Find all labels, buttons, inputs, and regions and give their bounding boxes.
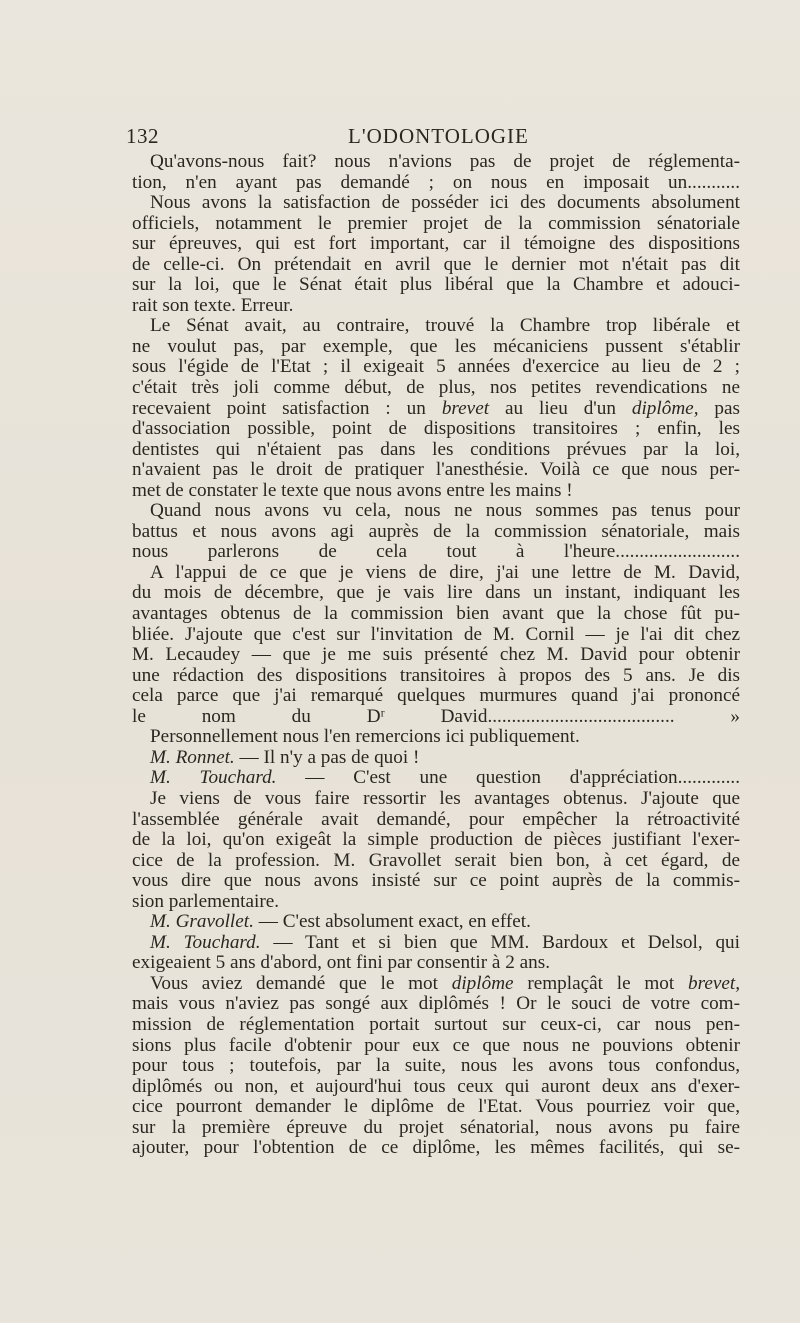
text-line bbox=[132, 316, 740, 337]
text-line bbox=[132, 789, 740, 810]
text-line bbox=[132, 666, 740, 687]
italic-text: M. Touchard. bbox=[150, 767, 277, 789]
text-segment: l'assemblée générale avait demandé, pour empêcher la rétroactivité bbox=[132, 808, 740, 830]
running-title: L'ODONTOLOGIE bbox=[348, 124, 529, 148]
text-line bbox=[132, 748, 740, 769]
text-segment: sur la loi, que le Sénat était plus libéral que la Chambre et adouci- bbox=[132, 274, 740, 296]
italic-text: diplôme bbox=[451, 972, 514, 994]
text-segment: dentistes qui n'étaient pas dans les conditions prévues par la loi, bbox=[132, 438, 740, 460]
text-segment: Le Sénat avait, au contraire, trouvé la Chambre trop libérale et bbox=[150, 315, 740, 337]
text-line bbox=[132, 337, 740, 358]
text-segment: Qu'avons-nous fait? nous n'avions pas de projet de réglementa- bbox=[150, 151, 740, 172]
text-line bbox=[132, 1097, 740, 1118]
text-line bbox=[132, 707, 740, 728]
text-line bbox=[132, 604, 740, 625]
text-line bbox=[132, 768, 740, 789]
text-segment: pas bbox=[698, 397, 741, 419]
text-line bbox=[132, 1077, 740, 1098]
text-segment: remplaçât le mot bbox=[513, 972, 688, 994]
page-number: 132 bbox=[126, 124, 159, 148]
text-line bbox=[132, 234, 740, 255]
text-line bbox=[132, 625, 740, 646]
text-segment: diplômés ou non, et aujourd'hui tous ceux qui auront deux ans d'exer- bbox=[132, 1075, 740, 1097]
text-segment: avantages obtenus de la commission bien avant que la chose fût pu- bbox=[132, 603, 740, 625]
text-line bbox=[132, 173, 740, 194]
text-line bbox=[132, 399, 740, 420]
text-segment: d'association possible, point de dispositions transitoires ; enfin, les bbox=[132, 418, 740, 440]
text-segment: recevaient point satisfaction : un bbox=[132, 397, 442, 419]
italic-text: M. Gravollet. bbox=[150, 911, 254, 933]
text-line bbox=[132, 810, 740, 831]
text-segment: sion parlementaire. bbox=[132, 890, 280, 912]
text-line bbox=[132, 214, 740, 235]
text-line bbox=[132, 727, 740, 748]
text-line bbox=[132, 296, 740, 317]
text-line bbox=[132, 645, 740, 666]
text-line bbox=[132, 871, 740, 892]
page-header bbox=[126, 124, 740, 154]
text-segment: met de constater le texte que nous avons entre les mains ! bbox=[132, 479, 573, 501]
text-line bbox=[132, 892, 740, 913]
italic-text: M. Ronnet. bbox=[150, 746, 235, 768]
italic-text: M. Touchard. bbox=[150, 931, 261, 953]
text-line bbox=[132, 933, 740, 954]
text-line bbox=[132, 830, 740, 851]
text-segment: tion, n'en ayant pas demandé ; on nous en imposait un........... bbox=[132, 171, 740, 193]
text-segment: cice pourront demander le diplôme de l'Etat. Vous pourriez voir que, bbox=[132, 1096, 740, 1118]
text-segment: sur épreuves, qui est fort important, car il témoigne des dispositions bbox=[132, 233, 740, 255]
text-segment: du mois de décembre, que je vais lire dans un instant, indiquant les bbox=[132, 582, 740, 604]
text-segment: Personnellement nous l'en remercions ici publiquement. bbox=[150, 726, 580, 748]
text-segment: ajouter, pour l'obtention de ce diplôme, les mêmes facilités, qui se- bbox=[132, 1137, 740, 1159]
text-line bbox=[132, 686, 740, 707]
text-line bbox=[132, 851, 740, 872]
text-segment: sous l'égide de l'Etat ; il exigeait 5 années d'exercice au lieu de 2 ; bbox=[132, 356, 740, 378]
text-line bbox=[132, 378, 740, 399]
text-line bbox=[132, 1118, 740, 1139]
text-segment: ne voulut pas, par exemple, que les mécaniciens pussent s'établir bbox=[132, 335, 740, 357]
text-segment: — Tant et si bien que MM. Bardoux et Delsol, qui bbox=[260, 931, 740, 953]
text-segment: c'était très joli comme début, de plus, nos petites revendications ne bbox=[132, 377, 740, 399]
text-line bbox=[132, 583, 740, 604]
text-line bbox=[132, 275, 740, 296]
text-segment: Nous avons la satisfaction de posséder ici des documents absolument bbox=[150, 192, 740, 214]
page-body-text bbox=[132, 152, 740, 1159]
text-segment: nous parlerons de cela tout à l'heure.......................... bbox=[132, 541, 740, 563]
text-line bbox=[132, 1138, 740, 1159]
text-line bbox=[132, 974, 740, 995]
text-segment: sions plus facile d'obtenir pour eux ce que nous ne pouvions obtenir bbox=[132, 1034, 740, 1056]
text-segment: pour tous ; toutefois, par la suite, nous les avons tous confondus, bbox=[132, 1055, 740, 1077]
text-segment: au lieu d'un bbox=[489, 397, 632, 419]
text-line bbox=[132, 193, 740, 214]
italic-text: brevet bbox=[441, 397, 490, 419]
text-line bbox=[132, 501, 740, 522]
text-line bbox=[132, 255, 740, 276]
text-line bbox=[132, 994, 740, 1015]
text-segment: rait son texte. Erreur. bbox=[132, 294, 294, 316]
text-line bbox=[132, 1036, 740, 1057]
text-segment: bliée. J'ajoute que c'est sur l'invitation de M. Cornil — je l'ai dit chez bbox=[132, 623, 740, 645]
text-segment: Je viens de vous faire ressortir les avantages obtenus. J'ajoute que bbox=[150, 787, 740, 809]
text-segment: une rédaction des dispositions transitoires à propos des 5 ans. Je dis bbox=[132, 664, 740, 686]
text-segment: — Il n'y a pas de quoi ! bbox=[234, 746, 420, 768]
text-line bbox=[132, 440, 740, 461]
text-segment: vous dire que nous avons insisté sur ce point auprès de la commis- bbox=[132, 870, 740, 892]
text-segment: sur la première épreuve du projet sénatorial, nous avons pu faire bbox=[132, 1116, 740, 1138]
italic-text: diplôme, bbox=[631, 397, 699, 419]
text-line bbox=[132, 419, 740, 440]
text-segment: battus et nous avons agi auprès de la commission sénatoriale, mais bbox=[132, 520, 740, 542]
text-line bbox=[132, 542, 740, 563]
italic-text: brevet, bbox=[687, 972, 740, 994]
text-segment: — C'est une question d'appréciation............. bbox=[276, 767, 740, 789]
text-segment: de la loi, qu'on exigeât la simple production de pièces justifiant l'exer- bbox=[132, 829, 740, 851]
text-segment: Vous aviez demandé que le mot bbox=[150, 972, 452, 994]
text-segment: officiels, notamment le premier projet de la commission sénatoriale bbox=[132, 212, 740, 234]
text-segment: cela parce que j'ai remarqué quelques murmures quand j'ai prononcé bbox=[132, 685, 740, 707]
text-segment: — C'est absolument exact, en effet. bbox=[253, 911, 531, 933]
text-line bbox=[132, 953, 740, 974]
text-segment: de celle-ci. On prétendait en avril que le dernier mot n'était pas dit bbox=[132, 253, 740, 275]
text-line bbox=[132, 481, 740, 502]
text-segment: M. Lecaudey — que je me suis présenté chez M. David pour obtenir bbox=[132, 644, 740, 666]
text-line bbox=[132, 563, 740, 584]
text-segment: cice de la profession. M. Gravollet serait bien bon, à cet égard, de bbox=[132, 849, 740, 871]
text-segment: mission de réglementation portait surtout sur ceux-ci, car nous pen- bbox=[132, 1013, 740, 1035]
text-line bbox=[132, 1015, 740, 1036]
text-line bbox=[132, 522, 740, 543]
text-segment: n'avaient pas le droit de pratiquer l'anesthésie. Voilà ce que nous per- bbox=[132, 459, 740, 481]
text-line bbox=[132, 152, 740, 173]
text-segment: A l'appui de ce que je viens de dire, j'ai une lettre de M. David, bbox=[150, 561, 740, 583]
text-line bbox=[132, 1056, 740, 1077]
text-line bbox=[132, 460, 740, 481]
text-segment: mais vous n'aviez pas songé aux diplômés ! Or le souci de votre com- bbox=[132, 993, 740, 1015]
text-line bbox=[132, 357, 740, 378]
text-segment: le nom du Dʳ David....................................... » bbox=[132, 705, 740, 727]
text-segment: exigeaient 5 ans d'abord, ont fini par consentir à 2 ans. bbox=[132, 952, 550, 974]
text-line bbox=[132, 912, 740, 933]
text-segment: Quand nous avons vu cela, nous ne nous sommes pas tenus pour bbox=[150, 500, 740, 522]
